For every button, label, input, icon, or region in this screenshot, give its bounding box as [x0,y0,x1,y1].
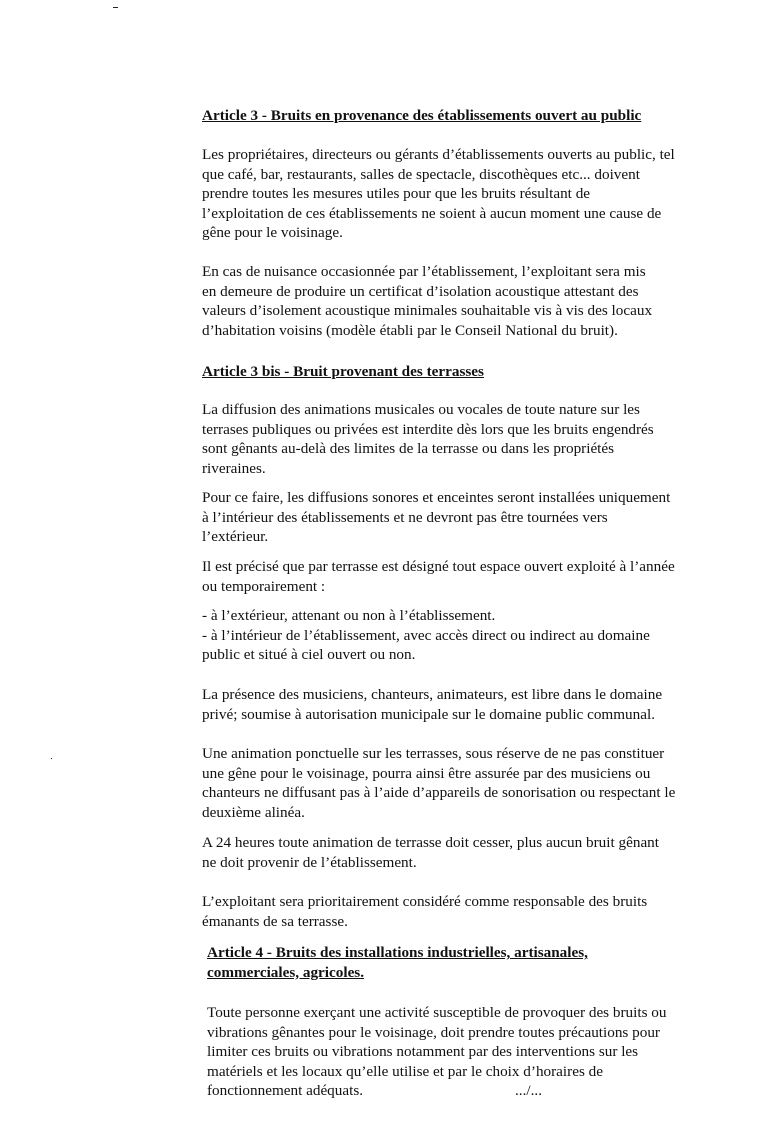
text-line: valeurs d’isolement acoustique minimales souhaitable vis à vis des locaux [202,302,653,320]
text-line: gêne pour le voisinage. [202,224,343,242]
heading-line: commerciales, agricoles. [207,963,365,981]
scan-mark-dot [51,758,52,759]
text-line: Les propriétaires, directeurs ou gérants d’établissements ouverts au public, tel [202,146,675,163]
text-line [207,1081,747,1101]
continuation-mark: .../... [515,1082,543,1100]
text-line: sont gênants au-delà des limites de la terrasse ou dans les propriétés [202,440,615,458]
text-line: deuxième alinéa. [202,803,305,821]
text-line: ou temporairement : [202,577,326,595]
article-3-bis-list [202,606,742,665]
scan-mark-top [113,7,118,8]
text-line: chanteurs ne diffusant pas à l’aide d’appareils de sonorisation ou respectant le [202,784,676,802]
text-line: émanants de sa terrasse. [202,912,348,930]
text-line: d’habitation voisins (modèle établi par le Conseil National du bruit). [202,321,618,339]
list-item: public et situé à ciel ouvert ou non. [202,646,416,664]
text-line: ne doit provenir de l’établissement. [202,853,417,871]
text-line: que café, bar, restaurants, salles de spectacle, discothèques etc... doivent [202,165,640,183]
text-line: une gêne pour le voisinage, pourra ainsi être assurée par des musiciens ou [202,764,651,782]
article-3-title: Article 3 - Bruits en provenance des établissements ouvert au public [202,107,642,124]
text-line: Pour ce faire, les diffusions sonores et enceintes seront installées uniquement [202,489,671,506]
text-line: En cas de nuisance occasionnée par l’établissement, l’exploitant sera mis [202,263,646,280]
article-3-bis-title: Article 3 bis - Bruit provenant des terrasses [202,363,484,380]
text-line: l’exploitation de ces établissements ne soient à aucun moment une cause de [202,204,662,222]
last-line-text: fonctionnement adéquats. [207,1082,364,1100]
article-3-bis-paragraph-7 [202,833,742,872]
article-4-title [207,943,747,982]
text-line: prendre toutes les mesures utiles pour que les bruits résultant de [202,185,591,203]
article-3-paragraph-2 [202,262,742,340]
article-3-bis-paragraph-8 [202,892,742,931]
text-line: vibrations gênantes pour le voisinage, doit prendre toutes précautions pour [207,1023,660,1041]
article-3-bis-paragraph-6 [202,744,742,822]
text-line: A 24 heures toute animation de terrasse doit cesser, plus aucun bruit gênant [202,834,659,851]
list-item: - à l’intérieur de l’établissement, avec accès direct ou indirect au domaine [202,626,650,644]
text-line: matériels et les locaux qu’elle utilise et par le choix d’horaires de [207,1062,603,1080]
text-line: l’extérieur. [202,528,269,546]
list-item: - à l’extérieur, attenant ou non à l’établissement. [202,607,496,624]
article-3-paragraph-1 [202,145,742,243]
heading-line: Article 4 - Bruits des installations industrielles, artisanales, [207,944,588,961]
text-line: terrases publiques ou privées est interdite dès lors que les bruits engendrés [202,420,654,438]
text-line: Une animation ponctuelle sur les terrasses, sous réserve de ne pas constituer [202,745,665,762]
text-line: à l’intérieur des établissements et ne devront pas être tournées vers [202,508,608,526]
text-line: La diffusion des animations musicales ou vocales de toute nature sur les [202,401,640,418]
article-3-bis-paragraph-3 [202,557,742,596]
text-line: riveraines. [202,459,266,477]
text-line: en demeure de produire un certificat d’isolation acoustique attestant des [202,282,639,300]
text-line: L’exploitant sera prioritairement considéré comme responsable des bruits [202,893,648,910]
text-line: limiter ces bruits ou vibrations notamment par des interventions sur les [207,1043,639,1061]
text-line: Toute personne exerçant une activité susceptible de provoquer des bruits ou [207,1004,667,1021]
text-line: Il est précisé que par terrasse est désigné tout espace ouvert exploité à l’année [202,558,675,575]
text-line: privé; soumise à autorisation municipale sur le domaine public communal. [202,705,655,723]
article-3-bis-paragraph-1 [202,400,742,478]
text-line: La présence des musiciens, chanteurs, animateurs, est libre dans le domaine [202,686,663,703]
article-4-paragraph-1 [207,1003,747,1101]
article-3-bis-paragraph-5 [202,685,742,724]
article-3-bis-paragraph-2 [202,488,742,547]
